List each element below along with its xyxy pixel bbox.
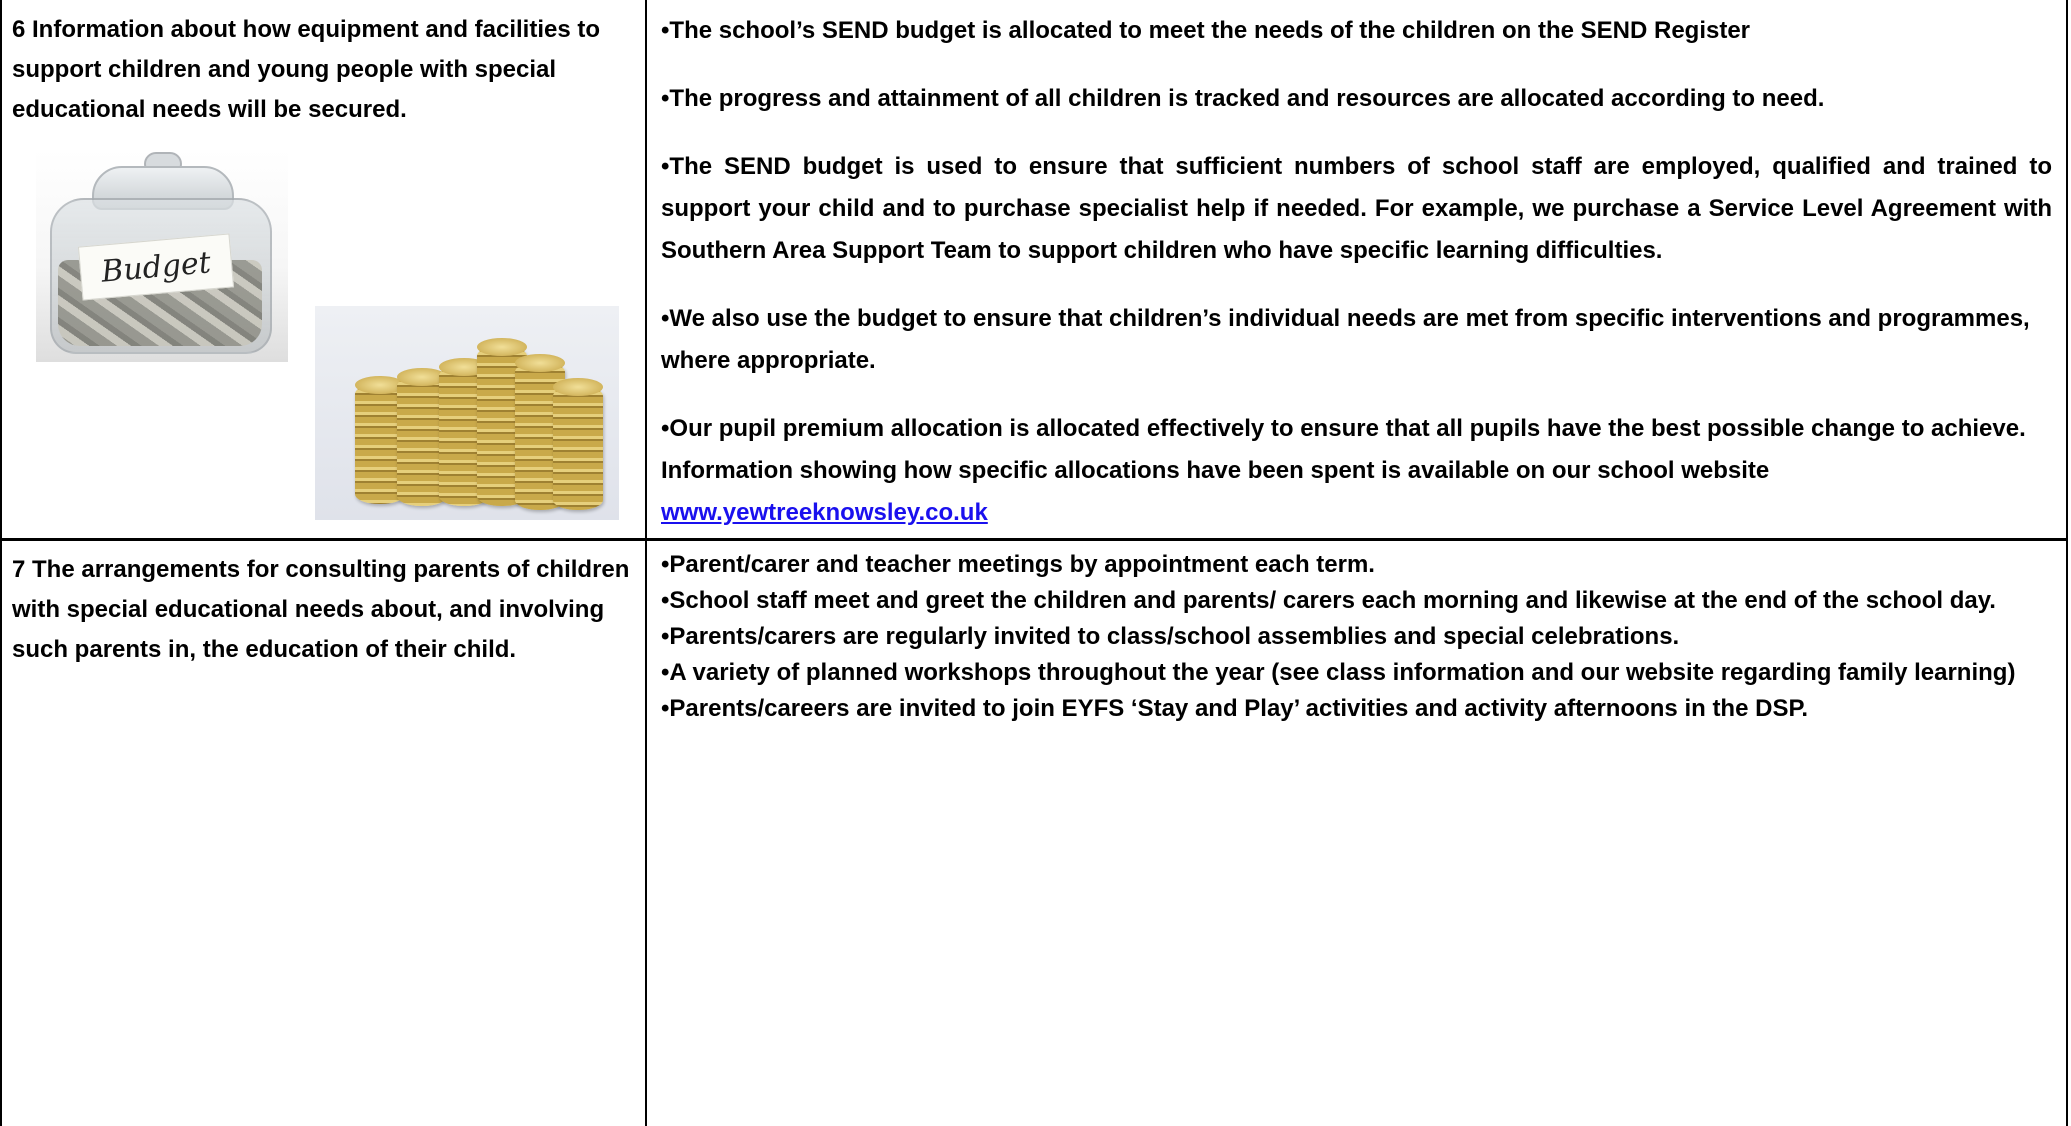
- question-cell-7: [2, 540, 646, 1126]
- jar-label: Budget: [78, 233, 234, 300]
- coin-stacks-image: [315, 306, 619, 520]
- question-heading-6: 6 Information about how equipment and facilities to support children and young people with special educational needs will be secured.: [12, 16, 601, 123]
- table-row-7: [0, 540, 2068, 1126]
- answer-bullet: •Parent/carer and teacher meetings by appointment each term.: [661, 551, 1375, 578]
- table-row-6: [0, 0, 2068, 540]
- table-border-right: [2066, 0, 2068, 1126]
- answer-paragraph: •We also use the budget to ensure that children’s individual needs are met from specific interventions and programmes, where appropriate.: [661, 305, 2030, 374]
- table-row-divider: [0, 538, 2068, 541]
- answer-paragraph-text: •Our pupil premium allocation is allocated effectively to ensure that all pupils have the best possible change to achieve. Information showing how specific allocations have been spent is available on our school website: [661, 415, 2026, 484]
- answer-paragraph: •The school’s SEND budget is allocated to meet the needs of the children on the SEND Register: [661, 17, 1751, 44]
- answer-paragraph: •The SEND budget is used to ensure that sufficient numbers of school staff are employed, qualified and trained to support your child and to purchase specialist help if needed. For example, we purchase a Service Level Agreement with Southern Area Support Team to support children who have specific learning difficulties.: [661, 153, 2052, 264]
- table-border-left: [0, 0, 2, 1126]
- answer-bullet: •School staff meet and greet the children and parents/ carers each morning and likewise at the end of the school day.: [661, 587, 1996, 614]
- coin-stack: [553, 386, 603, 510]
- answer-paragraph: [661, 408, 2052, 534]
- answer-cell-6: [648, 0, 2066, 540]
- budget-jar-image: [36, 150, 288, 362]
- question-heading-7: 7 The arrangements for consulting parents of children with special educational needs about, and involving such parents in, the education of their child.: [12, 556, 630, 663]
- answer-bullet: •Parents/careers are invited to join EYFS ‘Stay and Play’ activities and activity afternoons in the DSP.: [661, 695, 1809, 722]
- answer-bullet: •A variety of planned workshops throughout the year (see class information and our website regarding family learning): [661, 659, 2016, 686]
- answer-cell-7: [648, 540, 2066, 1126]
- answer-paragraph: •The progress and attainment of all children is tracked and resources are allocated according to need.: [661, 85, 1825, 112]
- table-column-divider: [645, 0, 647, 1126]
- school-website-link[interactable]: www.yewtreeknowsley.co.uk: [661, 499, 988, 526]
- answer-bullet: •Parents/carers are regularly invited to class/school assemblies and special celebrations.: [661, 623, 1680, 650]
